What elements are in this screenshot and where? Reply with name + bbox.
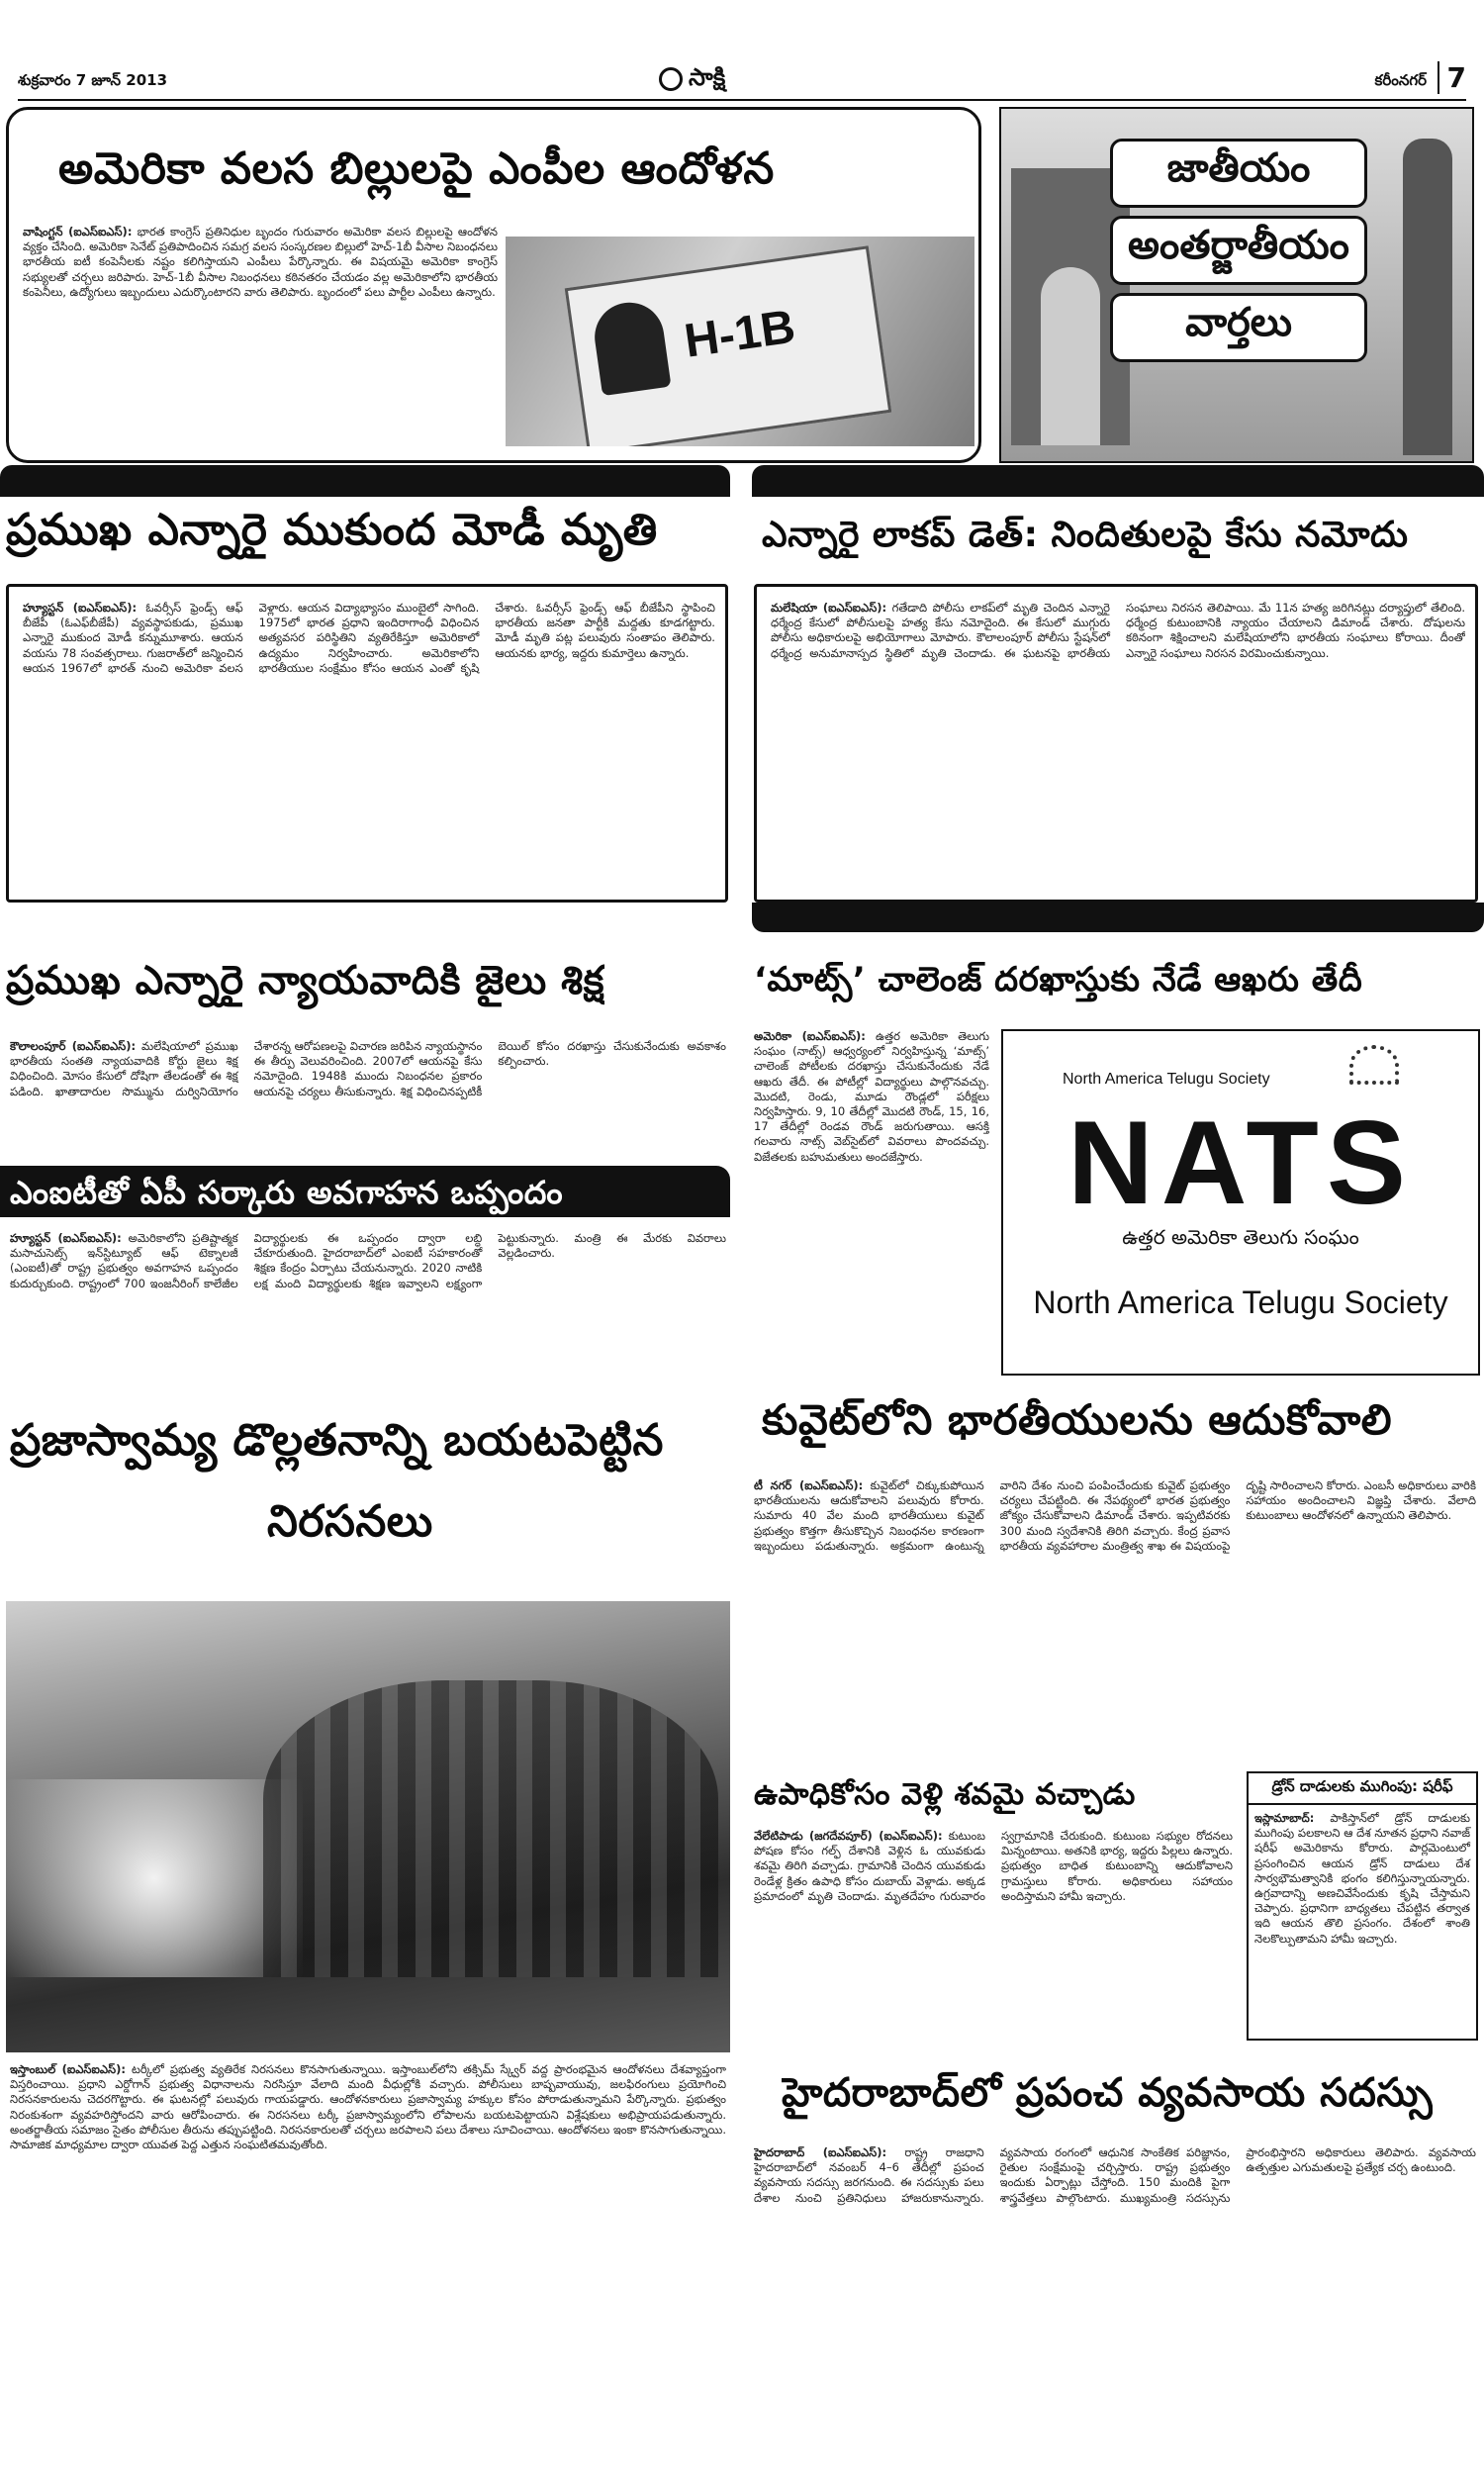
- paper-name: సాక్షి: [689, 63, 726, 91]
- article-us-bill: [6, 107, 981, 463]
- headline-protests-2: నిరసనలు: [267, 1496, 433, 1547]
- body-agri-summit: రాష్ట్ర రాజధాని హైదరాబాద్‌లో నవంబర్ 4–6 తేదీల్లో ప్రపంచ వ్యవసాయ సదస్సు జరగనుంది. ఈ సదస్సుకు పలు దేశాల నుంచి ప్రతినిధులు హాజరుకానున్నారు. వ్యవసాయ రంగంలో ఆధునిక సాంకేతిక పరిజ్ఞానం, రైతుల సంక్షేమంపై చర్చిస్తారు. రాష్ట్ర ప్రభుత్వం ఇందుకు ఏర్పాట్లు చేస్తోంది. 150 మందికి పైగా శాస్త్రవేత్తలు పాల్గొంటారు. ముఖ్యమంత్రి సదస్సును ప్రారంభిస్తారని అధికారులు తెలిపారు. వ్యవసాయ ఉత్పత్తుల ఎగుమతులపై ప్రత్యేక చర్చ ఉంటుంది.: [754, 2145, 1476, 2205]
- dateline-us-bill: వాషింగ్టన్ (ఐఎస్‌ఐఎస్):: [23, 225, 133, 238]
- statue-of-liberty-icon: [1403, 139, 1452, 455]
- divider-bar-left: [0, 465, 730, 497]
- headline-lawyer-jail: ప్రముఖ ఎన్నారై న్యాయవాదికి జైలు శిక్ష: [6, 958, 605, 1003]
- page-number: 7: [1438, 61, 1466, 94]
- dateline-mukund-modi: హ్యూస్టన్ (ఐఎస్‌ఐఎస్):: [23, 601, 138, 615]
- dateline-agri-summit: హైదరాబాద్ (ఐఎస్‌ఐఎస్):: [754, 2145, 887, 2159]
- dateline-lockup-death: మలేషియా (ఐఎస్‌ఐఎస్):: [771, 601, 887, 615]
- headline-job-body: ఉపాధికోసం వెళ్లి శవమై వచ్చాడు: [754, 1777, 1136, 1812]
- article-text-us-bill: [23, 225, 498, 452]
- headline-mukund-modi: ప్రముఖ ఎన్నారై ముకుంద మోడీ మృతి: [6, 505, 658, 555]
- dateline-protests: ఇస్తాంబుల్ (ఐఎస్‌ఐఎస్):: [10, 2062, 126, 2076]
- headline-us-bill: అమెరికా వలస బిల్లులపై ఎంపీల ఆందోళన: [58, 143, 775, 194]
- headline-agri-summit: హైదరాబాద్‌లో ప్రపంచ వ్యవసాయ సదస్సు: [782, 2070, 1434, 2116]
- body-kuwait: కువైట్‌లో చిక్కుకుపోయిన భారతీయులను ఆదుకోవాలని పలువురు కోరారు. సుమారు 40 వేల మంది భారతీయులు కువైట్ ప్రభుత్వం కొత్తగా తీసుకొచ్చిన నిబంధనల కారణంగా ఇబ్బందులు పడుతున్నారు. అక్రమంగా ఉంటున్న వారిని దేశం నుంచి పంపించేందుకు కువైట్ ప్రభుత్వం చర్యలు చేపట్టింది. ఈ నేపథ్యంలో భారత ప్రభుత్వం జోక్యం చేసుకోవాలని డిమాండ్ చేశారు. ఇప్పటివరకు 300 మంది స్వదేశానికి తిరిగి వచ్చారు. కేంద్ర ప్రవాస భారతీయ వ్యవహారాల మంత్రిత్వ శాఖ ఈ విషయంపై దృష్టి సారించాలని కోరారు. ఎంబసీ అధికారులు వారికి సహాయం అందించాలని విజ్ఞప్తి చేశారు. వేలాది కుటుంబాలు ఆందోళనలో ఉన్నాయని తెలిపారు.: [754, 1478, 1476, 1553]
- headline-box-mit-mou: [0, 1166, 730, 1217]
- header-edition: కరీంనగర్: [1374, 71, 1427, 89]
- article-text-protests: [10, 2062, 726, 2468]
- body-protests: టర్కీలో ప్రభుత్వ వ్యతిరేక నిరసనలు కొనసాగుతున్నాయి. ఇస్తాంబుల్‌లోని తక్సిమ్ స్క్వేర్ వద్ద ప్రారంభమైన ఆందోళనలు దేశవ్యాప్తంగా విస్తరించాయి. ప్రధాని ఎర్డోగాన్ ప్రభుత్వ విధానాలను నిరసిస్తూ వేలాది మంది వీధుల్లోకి వచ్చారు. పోలీసులు బాష్పవాయువు, జలఫిరంగులు ప్రయోగించి నిరసనకారులను చెదరగొట్టారు. ఈ ఘటనల్లో పలువురు గాయపడ్డారు. ఆందోళనకారులు ప్రజాస్వామ్య హక్కుల కోసం పోరాడుతున్నామని పేర్కొన్నారు. ప్రభుత్వం నిరంకుశంగా వ్యవహరిస్తోందని వారు ఆరోపించారు. ఈ నిరసనలు టర్కీ ప్రజాస్వామ్యంలోని లోపాలను బయటపెట్టాయని విశ్లేషకులు అభిప్రాయపడుతున్నారు. అంతర్జాతీయ సమాజం సైతం పోలీసుల తీరును తప్పుపట్టింది. నిరసనకారులతో చర్చలు జరపాలని పలు దేశాలు సూచించాయి. ఆందోళనలు ఇంకా కొనసాగుతున్నాయి. సామాజిక మాధ్యమాల ద్వారా యువత పెద్ద ఎత్తున సంఘటితమవుతోంది.: [10, 2062, 726, 2152]
- body-us-bill: భారత కాంగ్రెస్ ప్రతినిధుల బృందం గురువారం అమెరికా వలస బిల్లులపై ఆందోళన వ్యక్తం చేసింది. అమెరికా సెనేట్ ప్రతిపాదించిన సమగ్ర వలస సంస్కరణల బిల్లులో హెచ్-1బీ వీసాల నిబంధనలు భారతీయ ఐటీ కంపెనీలకు నష్టం కలిగిస్తాయని ఎంపీలు పేర్కొన్నారు. ఈ విషయమై అమెరికా కాంగ్రెస్ సభ్యులతో చర్చలు జరిపారు. హెచ్-1బీ వీసాల నిబంధనలు కఠినతరం చేయడం వల్ల అమెరికాలోని భారతీయ కంపెనీలు, ఉద్యోగులు ఇబ్బందులు ఎదుర్కొంటారని వారు తెలిపారు. బృందంలో పలు పార్టీల ఎంపీలు ఉన్నారు.: [23, 225, 498, 299]
- banner-line-3: వార్తలు: [1110, 293, 1367, 362]
- headline-kuwait: కువైట్‌లోని భారతీయులను ఆదుకోవాలి: [762, 1395, 1393, 1444]
- article-text-mit-mou: [10, 1231, 726, 1370]
- article-drone: [1247, 1771, 1478, 2041]
- nats-logo: [1001, 1029, 1480, 1376]
- headline-drone: డ్రోన్ దాడులకు ముగింపు: షరీఫ్: [1249, 1773, 1476, 1805]
- body-mats: ఉత్తర అమెరికా తెలుగు సంఘం (నాట్స్) ఆధ్వర్యంలో నిర్వహిస్తున్న ‘మాట్స్’ చాలెంజ్ పోటీలకు దరఖాస్తు చేసుకునేందుకు నేడే ఆఖరు తేదీ. ఈ పోటీల్లో విద్యార్థులు పాల్గొనవచ్చు. మొదటి, రెండు, మూడు రౌండ్లలో పరీక్షలు నిర్వహిస్తారు. 9, 10 తేదీల్లో మొదటి రౌండ్, 15, 16, 17 తేదీల్లో రెండవ రౌండ్ జరుగుతాయి. ఆసక్తి గలవారు నాట్స్ వెబ్‌సైట్‌లో వివరాలు పొందవచ్చు. విజేతలకు బహుమతులు అందజేస్తారు.: [754, 1029, 989, 1164]
- dateline-kuwait: టీ నగర్ (ఐఎస్‌ఐఎస్):: [754, 1478, 864, 1492]
- nats-bottom-title: North America Telugu Society: [1033, 1285, 1448, 1320]
- article-text-job-body: [754, 1829, 1233, 2041]
- paper-logo: [659, 63, 807, 93]
- dateline-lawyer-jail: కౌలాలంపూర్ (ఐఎస్‌ఐఎస్):: [10, 1039, 137, 1053]
- article-text-lockup-death: [771, 601, 1465, 890]
- body-lawyer-jail: మలేషియాలో ప్రముఖ భారతీయ సంతతి న్యాయవాదికి కోర్టు జైలు శిక్ష విధించింది. మోసం కేసులో దోషిగా తేలడంతో ఈ శిక్ష పడింది. ఖాతాదారుల సొమ్మును దుర్వినియోగం చేశారన్న ఆరోపణలపై విచారణ జరిపిన న్యాయస్థానం ఈ తీర్పు వెలువరించింది. 2007లో ఆయనపై కేసు నమోదైంది. 1948కి ముందు నిబంధనల ప్రకారం ఆయనపై చర్యలు తీసుకున్నారు. శిక్ష విధించినప్పటికీ బెయిల్ కోసం దరఖాస్తు చేసుకునేందుకు అవకాశం కల్పించారు.: [10, 1039, 726, 1098]
- article-text-drone: [1249, 1805, 1476, 2025]
- banner-title: [1110, 139, 1367, 362]
- section-banner: [999, 107, 1474, 463]
- article-mukund-modi: [6, 584, 728, 903]
- dateline-drone: ఇస్లామాబాద్:: [1254, 1811, 1315, 1825]
- article-lockup-death: [754, 584, 1478, 903]
- person-silhouette-icon: [591, 298, 672, 396]
- nats-small-title: North America Telugu Society: [1063, 1071, 1270, 1088]
- dateline-mit-mou: హ్యూస్టన్ (ఐఎస్‌ఐఎస్):: [10, 1231, 122, 1245]
- body-lockup-death: గతేడాది పోలీసు లాకప్‌లో మృతి చెందిన ఎన్నారై ధర్మేంద్ర కేసులో పోలీసులపై హత్య కేసు నమోదైంది. ఈ కేసులో ముగ్గురు పోలీసు అధికారులపై అభియోగాలు మోపారు. కౌలాలంపూర్ పోలీసు స్టేషన్‌లో ధర్మేంద్ర అనుమానాస్పద స్థితిలో మృతి చెందాడు. ఈ ఘటనపై భారతీయ సంఘాలు నిరసన తెలిపాయి. మే 11న హత్య జరిగినట్లు దర్యాప్తులో తేలింది. ధర్మేంద్ర కుటుంబానికి న్యాయం చేయాలని డిమాండ్ చేశారు. దోషులను కఠినంగా శిక్షించాలని మలేషియాలోని భారతీయ సంఘాలు కోరాయి. దీంతో ఎన్నారై సంఘాలు నిరసన విరమించుకున్నాయి.: [771, 601, 1465, 660]
- headline-lockup-death: ఎన్నారై లాకప్ డెత్: నిందితులపై కేసు నమోదు: [762, 515, 1409, 555]
- divider-bar-right: [752, 465, 1484, 497]
- body-mit-mou: అమెరికాలోని ప్రతిష్టాత్మక మసాచుసెట్స్ ఇన్‌స్టిట్యూట్ ఆఫ్ టెక్నాలజీ (ఎంఐటీ)తో రాష్ట్ర ప్రభుత్వం అవగాహన ఒప్పందం కుదుర్చుకుంది. రాష్ట్రంలో 700 ఇంజనీరింగ్ కాలేజీల విద్యార్థులకు ఈ ఒప్పందం ద్వారా లబ్ధి చేకూరుతుంది. హైదరాబాద్‌లో ఎంఐటీ సహకారంతో శిక్షణ కేంద్రం ఏర్పాటు చేయనున్నారు. 2020 నాటికి లక్ష మంది విద్యార్థులకు శిక్షణ ఇవ్వాలని లక్ష్యంగా పెట్టుకున్నారు. మంత్రి ఈ మేరకు వివరాలు వెల్లడించారు.: [10, 1231, 726, 1290]
- tear-gas-cloud: [6, 1779, 303, 1977]
- article-text-mats: [754, 1029, 989, 1372]
- dateline-mats: అమెరికా (ఐఎస్‌ఐఎస్):: [754, 1029, 866, 1043]
- protest-photo: [6, 1601, 730, 2052]
- article-text-agri-summit: [754, 2145, 1476, 2462]
- h1b-caption: H-1B: [681, 300, 799, 368]
- banner-line-1: జాతీయం: [1110, 139, 1367, 208]
- body-job-body: కుటుంబ పోషణ కోసం గల్ఫ్ దేశానికి వెళ్లిన ఓ యువకుడు శవమై తిరిగి వచ్చాడు. గ్రామానికి చెందిన యువకుడు రెండేళ్ల క్రితం ఉపాధి కోసం దుబాయ్ వెళ్లాడు. అక్కడ ప్రమాదంలో మృతి చెందాడు. మృతదేహం గురువారం స్వగ్రామానికి చేరుకుంది. కుటుంబ సభ్యుల రోదనలు మిన్నంటాయి. అతనికి భార్య, ఇద్దరు పిల్లలు ఉన్నారు. ప్రభుత్వం బాధిత కుటుంబాన్ని ఆదుకోవాలని గ్రామస్తులు కోరారు. అధికారులు సహాయం అందిస్తామని హామీ ఇచ్చారు.: [754, 1829, 1233, 1903]
- body-mukund-modi: ఓవర్సీస్ ఫ్రెండ్స్ ఆఫ్ బీజేపీ (ఓఎఫ్‌బీజేపీ) వ్యవస్థాపకుడు, ప్రముఖ ఎన్నారై ముకుంద మోడీ కన్నుమూశారు. ఆయన వయసు 78 సంవత్సరాలు. గుజరాత్‌లో జన్మించిన ఆయన 1967లో భారత్ నుంచి అమెరికా వలస వెళ్లారు. ఆయన విద్యాభ్యాసం ముంబైలో సాగింది. 1975లో భారత ప్రధాని ఇందిరాగాంధీ విధించిన అత్యవసర పరిస్థితిని వ్యతిరేకిస్తూ అమెరికాలో ఉద్యమం నిర్వహించారు. అమెరికాలోని భారతీయుల సంక్షేమం కోసం ఆయన ఎంతో కృషి చేశారు. ఓవర్సీస్ ఫ్రెండ్స్ ఆఫ్ బీజేపీని స్థాపించి భారతీయ జనతా పార్టీకి మద్దతు కూడగట్టారు. మోడీ మృతి పట్ల పలువురు సంతాపం తెలిపారు. ఆయనకు భార్య, ఇద్దరు కుమార్తెలు ఉన్నారు.: [23, 601, 715, 675]
- page-header: [18, 61, 1466, 101]
- divider-bar-right-bottom: [752, 903, 1484, 932]
- nats-telugu-title: ఉత్తర అమెరికా తెలుగు సంఘం: [1122, 1225, 1359, 1249]
- sun-logo-icon: [659, 67, 683, 91]
- article-text-mukund-modi: [23, 601, 715, 890]
- headline-mats: ‘మాట్స్’ చాలెంజ్ దరఖాస్తుకు నేడే ఆఖరు తేదీ: [754, 960, 1363, 999]
- body-drone: పాకిస్తాన్‌లో డ్రోన్ దాడులకు ముగింపు పలకాలని ఆ దేశ నూతన ప్రధాని నవాజ్ షరీఫ్ అమెరికాను కోరారు. పార్లమెంటులో ప్రసంగించిన ఆయన డ్రోన్ దాడులు దేశ సార్వభౌమత్వానికి భంగం కలిగిస్తున్నాయన్నారు. ఉగ్రవాదాన్ని అణచివేసేందుకు కృషి చేస్తామని చెప్పారు. ప్రధానిగా బాధ్యతలు చేపట్టిన తర్వాత ఇది ఆయన తొలి ప్రసంగం. దేశంలో శాంతి నెలకొల్పుతామని హామీ ఇచ్చారు.: [1254, 1811, 1471, 1946]
- header-date: శుక్రవారం 7 జూన్ 2013: [18, 71, 168, 89]
- h1b-photo: [506, 237, 974, 446]
- banner-line-2: అంతర్జాతీయం: [1110, 216, 1367, 285]
- nats-big-title: NATS: [1067, 1096, 1414, 1229]
- headline-mit-mou: ఎంఐటీతో ఏపీ సర్కారు అవగాహన ఒప్పందం: [10, 1174, 564, 1211]
- headline-protests-1: ప్రజాస్వామ్య డొల్లతనాన్ని బయటపెట్టిన: [10, 1415, 664, 1466]
- passport-card: [565, 245, 892, 446]
- article-text-lawyer-jail: [10, 1039, 726, 1158]
- crowd-silhouettes: [263, 1680, 718, 1977]
- dateline-job-body: వేలేటిపాడు (జగదేవపూర్) (ఐఎస్‌ఐఎస్):: [754, 1829, 943, 1843]
- nats-emblem-icon: [1349, 1045, 1399, 1085]
- article-text-kuwait: [754, 1478, 1476, 1756]
